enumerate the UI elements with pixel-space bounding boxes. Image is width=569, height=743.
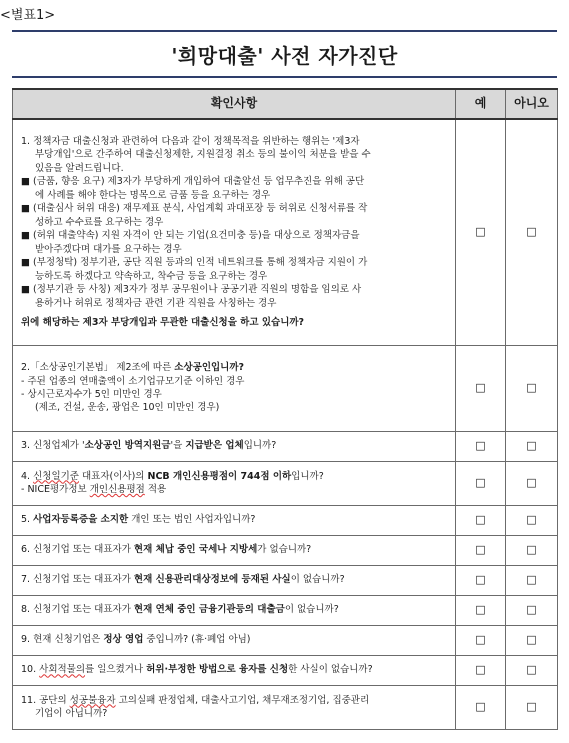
table-row (13, 505, 558, 535)
question-8: 8. 신청기업 또는 대표자가 현재 연체 중인 금융기관등의 대출금이 없습니까? (13, 595, 456, 625)
table-row (13, 625, 558, 655)
no-checkbox-6[interactable]: □ (506, 535, 558, 565)
yes-checkbox-7[interactable]: □ (456, 565, 506, 595)
yes-checkbox-4[interactable]: □ (456, 461, 506, 505)
header-yes: 예 (456, 89, 506, 119)
bullet-icon: ■ (21, 284, 30, 296)
bullet-icon: ■ (21, 230, 30, 242)
table-row (13, 461, 558, 505)
no-checkbox-1[interactable]: □ (506, 119, 558, 345)
question-1: 1. 정책자금 대출신청과 관련하여 다음과 같이 정책목적을 위반하는 행위는 '제3자 부당개입'으로 간주하여 대출신청제한, 지원결정 취소 등의 불이익 처분을 받을 수 있음을 알려드립니다. ■ (금품, 향응 요구) 제3자가 부당하게 개입하여 대출알선 등 업무추진을 위해 공단 에 사례를 해야 한다는 명목으로 금품 등을 요구하는 경우 ■ (대출심사 허위 대응) 재무제표 분식, 사업계획 과대포장 등 허위로 신청서류를 작 성하고 수수료를 요구하는 경우 ■ (허위 대출약속) 지원 자격이 안 되는 기업(요건미충 등)을 대상으로 정책자금을 받아주겠다며 대가를 요구하는 경우 ■ (부정청탁) 정부기관, 공단 직원 등과의 인적 네트워크를 통해 정책자금 지원이 가 능하도록 하겠다고 약속하고, 착수금 등을 요구하는 경우 ■ (정부기관 등 사칭) 제3자가 정부 공무원이나 공공기관 직원의 명함을 임의로 사 용하거나 허위로 정책자금 관련 기관 직원을 사칭하는 경우 위에 해당하는 제3자 부당개입과 무관한 대출신청을 하고 있습니까? (13, 119, 456, 345)
no-checkbox-4[interactable]: □ (506, 461, 558, 505)
header-no: 아니오 (506, 89, 558, 119)
question-2: 2.「소상공인기본법」 제2조에 따른 소상공인입니까? - 주된 업종의 연매출액이 소기업규모기준 이하인 경우 - 상시근로자수가 5인 미만인 경우 (제조, 건설, 운송, 광업은 10인 미만인 경우) (13, 345, 456, 431)
no-checkbox-9[interactable]: □ (506, 625, 558, 655)
yes-checkbox-5[interactable]: □ (456, 505, 506, 535)
table-row (13, 655, 558, 685)
table-row (13, 685, 558, 729)
yes-checkbox-6[interactable]: □ (456, 535, 506, 565)
yes-checkbox-10[interactable]: □ (456, 655, 506, 685)
yes-checkbox-11[interactable]: □ (456, 685, 506, 729)
table-row (13, 535, 558, 565)
no-checkbox-11[interactable]: □ (506, 685, 558, 729)
question-6: 6. 신청기업 또는 대표자가 현재 체납 중인 국세나 지방세가 없습니까? (13, 535, 456, 565)
yes-checkbox-1[interactable]: □ (456, 119, 506, 345)
question-11: 11. 공단의 성공불융자 고의실패 판정업체, 대출사고기업, 채무재조정기업, 집중관리 기업이 아닙니까? (13, 685, 456, 729)
no-checkbox-7[interactable]: □ (506, 565, 558, 595)
checklist-table (12, 88, 558, 730)
table-header-row (13, 89, 558, 119)
no-checkbox-3[interactable]: □ (506, 431, 558, 461)
no-checkbox-8[interactable]: □ (506, 595, 558, 625)
bullet-icon: ■ (21, 257, 30, 269)
no-checkbox-10[interactable]: □ (506, 655, 558, 685)
yes-checkbox-3[interactable]: □ (456, 431, 506, 461)
table-row (13, 431, 558, 461)
table-row (13, 119, 558, 345)
annex-tag: <별표1> (0, 8, 56, 23)
no-checkbox-5[interactable]: □ (506, 505, 558, 535)
no-checkbox-2[interactable]: □ (506, 345, 558, 431)
table-row (13, 565, 558, 595)
yes-checkbox-2[interactable]: □ (456, 345, 506, 431)
question-5: 5. 사업자등록증을 소지한 개인 또는 법인 사업자입니까? (13, 505, 456, 535)
header-check: 확인사항 (13, 89, 456, 119)
page-title: '희망대출' 사전 자가진단 (171, 43, 398, 68)
question-4: 4. 신청일기준 대표자(이사)의 NCB 개인신용평점이 744점 이하입니까? - NICE평가정보 개인신용평점 적용 (13, 461, 456, 505)
question-3: 3. 신청업체가 '소상공인 방역지원금'을 지급받은 업체입니까? (13, 431, 456, 461)
question-7: 7. 신청기업 또는 대표자가 현재 신용관리대상정보에 등재된 사실이 없습니까? (13, 565, 456, 595)
table-row (13, 595, 558, 625)
title-box (12, 30, 557, 78)
question-10: 10. 사회적물의를 일으켰거나 허위·부정한 방법으로 융자를 신청한 사실이 없습니까? (13, 655, 456, 685)
yes-checkbox-8[interactable]: □ (456, 595, 506, 625)
bullet-icon: ■ (21, 176, 30, 188)
table-row (13, 345, 558, 431)
question-9: 9. 현재 신청기업은 정상 영업 중입니까? (휴·폐업 아님) (13, 625, 456, 655)
bullet-icon: ■ (21, 203, 30, 215)
yes-checkbox-9[interactable]: □ (456, 625, 506, 655)
